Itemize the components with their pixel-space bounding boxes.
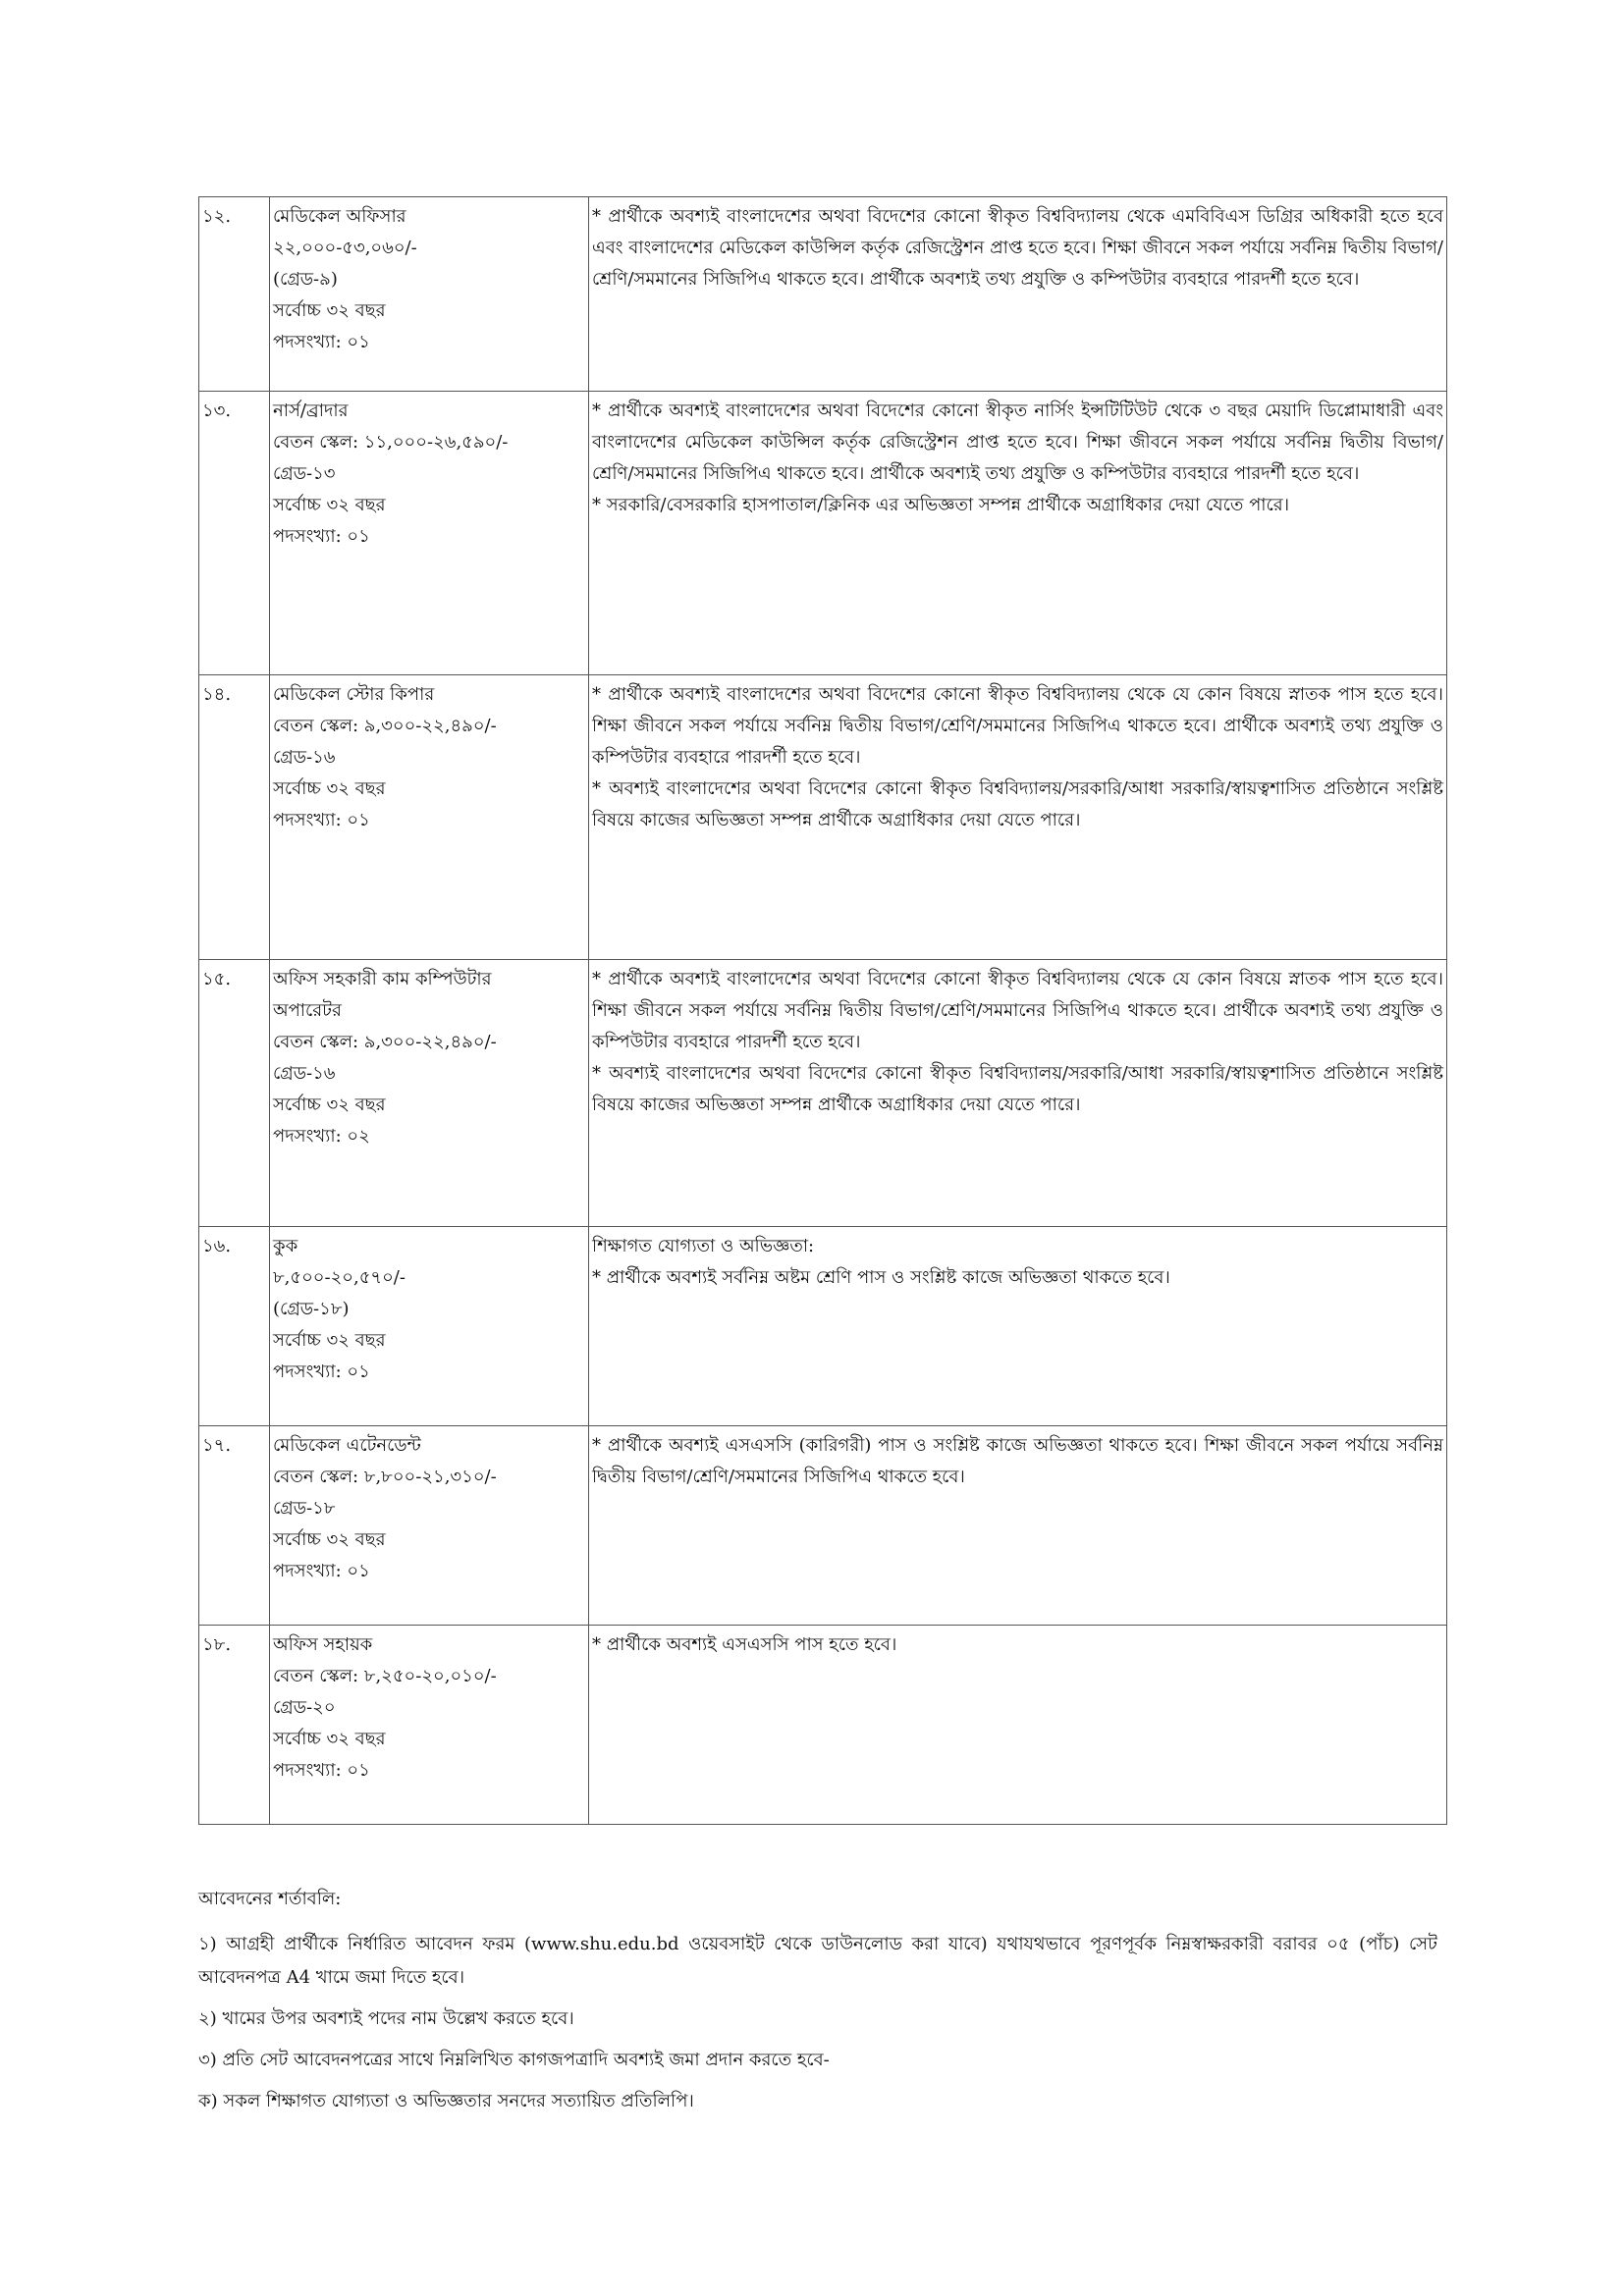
post-row bbox=[199, 197, 1447, 392]
terms-item-3: ৩) প্রতি সেট আবেদনপত্রের সাথে নিম্নলিখিত কাগজপত্রাদি অবশ্যই জমা প্রদান করতে হবে- bbox=[198, 2050, 830, 2070]
requirement-paragraph: * প্রার্থীকে অবশ্যই এসএসসি পাস হতে হবে। bbox=[592, 1634, 897, 1655]
requirement-paragraph: * প্রার্থীকে অবশ্যই সর্বনিম্ন অষ্টম শ্রেণি পাস ও সংশ্লিষ্ট কাজে অভিজ্ঞতা থাকতে হবে। bbox=[592, 1267, 1170, 1288]
post-detail-line: ৮,৫০০-২০,৫৭০/- bbox=[273, 1267, 406, 1288]
post-detail-line: মেডিকেল এটেনডেন্ট bbox=[273, 1435, 421, 1456]
requirement-paragraph: * প্রার্থীকে অবশ্যই বাংলাদেশের অথবা বিদেশের কোনো স্বীকৃত বিশ্ববিদ্যালয় থেকে এমবিবিএস ডিগ্রির অধিকারী হতে হবে এবং বাংলাদেশের মেডিকেল কাউন্সিল কর্তৃক রেজিস্ট্রেশন প্রাপ্ত হতে হবে। শিক্ষা জীবনে সকল পর্যায়ে সর্বনিম্ন দ্বিতীয় বিভাগ/শ্রেণি/সমমানের সিজিপিএ থাকতে হবে। প্রার্থীকে অবশ্যই তথ্য প্রযুক্তি ও কম্পিউটার ব্যবহারে পারদর্শী হতে হবে। bbox=[592, 206, 1443, 290]
post-requirements-cell bbox=[589, 1626, 1447, 1825]
posts-table-body bbox=[199, 197, 1447, 1825]
post-detail-line: সর্বোচ্চ ৩২ বছর bbox=[273, 778, 386, 799]
post-detail-line: বেতন স্কেল: ৮,৮০০-২১,৩১০/- bbox=[273, 1467, 497, 1487]
application-terms bbox=[198, 1885, 1437, 2126]
post-requirements-cell bbox=[589, 960, 1447, 1227]
post-requirements-cell bbox=[589, 1227, 1447, 1426]
post-detail-line: মেডিকেল স্টোর কিপার bbox=[273, 684, 435, 705]
post-detail-line: (গ্রেড-১৮) bbox=[273, 1299, 350, 1319]
post-detail-line: পদসংখ্যা: ০১ bbox=[273, 1561, 370, 1581]
post-row bbox=[199, 1626, 1447, 1825]
post-details-cell bbox=[270, 1426, 589, 1626]
post-serial-cell: ১৮. bbox=[199, 1626, 270, 1825]
post-detail-line: অফিস সহকারী কাম কম্পিউটার bbox=[273, 969, 492, 989]
terms-item-4: ক) সকল শিক্ষাগত যোগ্যতা ও অভিজ্ঞতার সনদের সত্যায়িত প্রতিলিপি। bbox=[198, 2091, 694, 2111]
post-detail-line: অফিস সহায়ক bbox=[273, 1634, 373, 1655]
requirement-paragraph: * সরকারি/বেসরকারি হাসপাতাল/ক্লিনিক এর অভিজ্ঞতা সম্পন্ন প্রার্থীকে অগ্রাধিকার দেয়া যেতে পারে। bbox=[592, 495, 1290, 515]
post-serial-cell: ১৬. bbox=[199, 1227, 270, 1426]
post-detail-line: বেতন স্কেল: ১১,০০০-২৬,৫৯০/- bbox=[273, 432, 509, 453]
post-detail-line: সর্বোচ্চ ৩২ বছর bbox=[273, 300, 386, 321]
post-detail-line: পদসংখ্যা: ০১ bbox=[273, 526, 370, 547]
post-detail-line: কুক bbox=[273, 1236, 298, 1256]
terms-heading: আবেদনের শর্তাবলি: bbox=[198, 1889, 342, 1909]
post-detail-line: গ্রেড-১৬ bbox=[273, 1063, 336, 1084]
post-detail-line: সর্বোচ্চ ৩২ বছর bbox=[273, 1330, 386, 1351]
post-row bbox=[199, 1227, 1447, 1426]
post-detail-line: অপারেটর bbox=[273, 1000, 342, 1021]
post-requirements-cell bbox=[589, 197, 1447, 392]
post-detail-line: পদসংখ্যা: ০১ bbox=[273, 332, 370, 352]
post-detail-line: ২২,০০০-৫৩,০৬০/- bbox=[273, 238, 417, 258]
post-serial-cell: ১৭. bbox=[199, 1426, 270, 1626]
posts-table bbox=[198, 196, 1447, 1825]
post-requirements-cell bbox=[589, 392, 1447, 675]
post-details-cell bbox=[270, 1626, 589, 1825]
requirement-paragraph: * প্রার্থীকে অবশ্যই বাংলাদেশের অথবা বিদেশের কোনো স্বীকৃত বিশ্ববিদ্যালয় থেকে যে কোন বিষয়ে স্নাতক পাস হতে হবে। শিক্ষা জীবনে সকল পর্যায়ে সর্বনিম্ন দ্বিতীয় বিভাগ/শ্রেণি/সমমানের সিজিপিএ থাকতে হবে। প্রার্থীকে অবশ্যই তথ্য প্রযুক্তি ও কম্পিউটার ব্যবহারে পারদর্শী হতে হবে। bbox=[592, 969, 1443, 1052]
post-detail-line: সর্বোচ্চ ৩২ বছর bbox=[273, 1095, 386, 1115]
post-detail-line: নার্স/ব্রাদার bbox=[273, 400, 349, 421]
post-details-cell bbox=[270, 197, 589, 392]
post-requirements-cell bbox=[589, 1426, 1447, 1626]
requirement-paragraph: * অবশ্যই বাংলাদেশের অথবা বিদেশের কোনো স্বীকৃত বিশ্ববিদ্যালয়/সরকারি/আধা সরকারি/স্বায়ত্বশাসিত প্রতিষ্ঠানে সংশ্লিষ্ট বিষয়ে কাজের অভিজ্ঞতা সম্পন্ন প্রার্থীকে অগ্রাধিকার দেয়া যেতে পারে। bbox=[592, 1063, 1443, 1115]
terms-item-2: ২) খামের উপর অবশ্যই পদের নাম উল্লেখ করতে হবে। bbox=[198, 2008, 574, 2029]
post-serial-cell: ১৫. bbox=[199, 960, 270, 1227]
requirement-paragraph: * প্রার্থীকে অবশ্যই বাংলাদেশের অথবা বিদেশের কোনো স্বীকৃত বিশ্ববিদ্যালয় থেকে যে কোন বিষয়ে স্নাতক পাস হতে হবে। শিক্ষা জীবনে সকল পর্যায়ে সর্বনিম্ন দ্বিতীয় বিভাগ/শ্রেণি/সমমানের সিজিপিএ থাকতে হবে। প্রার্থীকে অবশ্যই তথ্য প্রযুক্তি ও কম্পিউটার ব্যবহারে পারদর্শী হতে হবে। bbox=[592, 684, 1443, 768]
post-row bbox=[199, 960, 1447, 1227]
terms-item-1: ১) আগ্রহী প্রার্থীকে নির্ধারিত আবেদন ফরম (www.shu.edu.bd ওয়েবসাইট থেকে ডাউনলোড করা যাবে) যথাযথভাবে পূরণপূর্বক নিম্নস্বাক্ষরকারী বরাবর ০৫ (পাঁচ) সেট আবেদনপত্র A4 খামে জমা দিতে হবে। bbox=[198, 1934, 1437, 1988]
post-serial-cell: ১৩. bbox=[199, 392, 270, 675]
post-row bbox=[199, 1426, 1447, 1626]
post-detail-line: মেডিকেল অফিসার bbox=[273, 206, 406, 227]
post-detail-line: সর্বোচ্চ ৩২ বছর bbox=[273, 1729, 386, 1749]
post-serial-cell: ১২. bbox=[199, 197, 270, 392]
post-detail-line: গ্রেড-২০ bbox=[273, 1697, 336, 1718]
post-row bbox=[199, 675, 1447, 960]
requirement-paragraph: * অবশ্যই বাংলাদেশের অথবা বিদেশের কোনো স্বীকৃত বিশ্ববিদ্যালয়/সরকারি/আধা সরকারি/স্বায়ত্বশাসিত প্রতিষ্ঠানে সংশ্লিষ্ট বিষয়ে কাজের অভিজ্ঞতা সম্পন্ন প্রার্থীকে অগ্রাধিকার দেয়া যেতে পারে। bbox=[592, 778, 1443, 830]
requirement-paragraph: * প্রার্থীকে অবশ্যই বাংলাদেশের অথবা বিদেশের কোনো স্বীকৃত নার্সিং ইন্সটিটিউট থেকে ৩ বছর মেয়াদি ডিপ্লোমাধারী এবং বাংলাদেশের মেডিকেল কাউন্সিল কর্তৃক রেজিস্ট্রেশন প্রাপ্ত হতে হবে। শিক্ষা জীবনে সকল পর্যায়ে সর্বনিম্ন দ্বিতীয় বিভাগ/শ্রেণি/সমমানের সিজিপিএ থাকতে হবে। প্রার্থীকে অবশ্যই তথ্য প্রযুক্তি ও কম্পিউটার ব্যবহারে পারদর্শী হতে হবে। bbox=[592, 400, 1443, 484]
post-detail-line: সর্বোচ্চ ৩২ বছর bbox=[273, 1529, 386, 1550]
post-details-cell bbox=[270, 1227, 589, 1426]
post-detail-line: বেতন স্কেল: ৮,২৫০-২০,০১০/- bbox=[273, 1666, 497, 1686]
requirement-paragraph: * প্রার্থীকে অবশ্যই এসএসসি (কারিগরী) পাস ও সংশ্লিষ্ট কাজে অভিজ্ঞতা থাকতে হবে। শিক্ষা জীবনে সকল পর্যায়ে সর্বনিম্ন দ্বিতীয় বিভাগ/শ্রেণি/সমমানের সিজিপিএ থাকতে হবে। bbox=[592, 1435, 1443, 1487]
post-detail-line: গ্রেড-১৬ bbox=[273, 747, 336, 768]
post-details-cell bbox=[270, 392, 589, 675]
post-detail-line: পদসংখ্যা: ০১ bbox=[273, 810, 370, 830]
post-details-cell bbox=[270, 960, 589, 1227]
post-detail-line: পদসংখ্যা: ০১ bbox=[273, 1362, 370, 1382]
requirement-paragraph: শিক্ষাগত যোগ্যতা ও অভিজ্ঞতা: bbox=[592, 1236, 815, 1256]
post-serial-cell: ১৪. bbox=[199, 675, 270, 960]
post-detail-line: সর্বোচ্চ ৩২ বছর bbox=[273, 495, 386, 515]
post-detail-line: বেতন স্কেল: ৯,৩০০-২২,৪৯০/- bbox=[273, 716, 497, 736]
post-detail-line: গ্রেড-১৩ bbox=[273, 463, 336, 484]
post-requirements-cell bbox=[589, 675, 1447, 960]
post-detail-line: গ্রেড-১৮ bbox=[273, 1498, 336, 1519]
post-detail-line: পদসংখ্যা: ০২ bbox=[273, 1126, 370, 1147]
post-detail-line: বেতন স্কেল: ৯,৩০০-২২,৪৯০/- bbox=[273, 1032, 497, 1052]
post-row bbox=[199, 392, 1447, 675]
post-detail-line: (গ্রেড-৯) bbox=[273, 269, 338, 290]
post-detail-line: পদসংখ্যা: ০১ bbox=[273, 1760, 370, 1781]
post-details-cell bbox=[270, 675, 589, 960]
